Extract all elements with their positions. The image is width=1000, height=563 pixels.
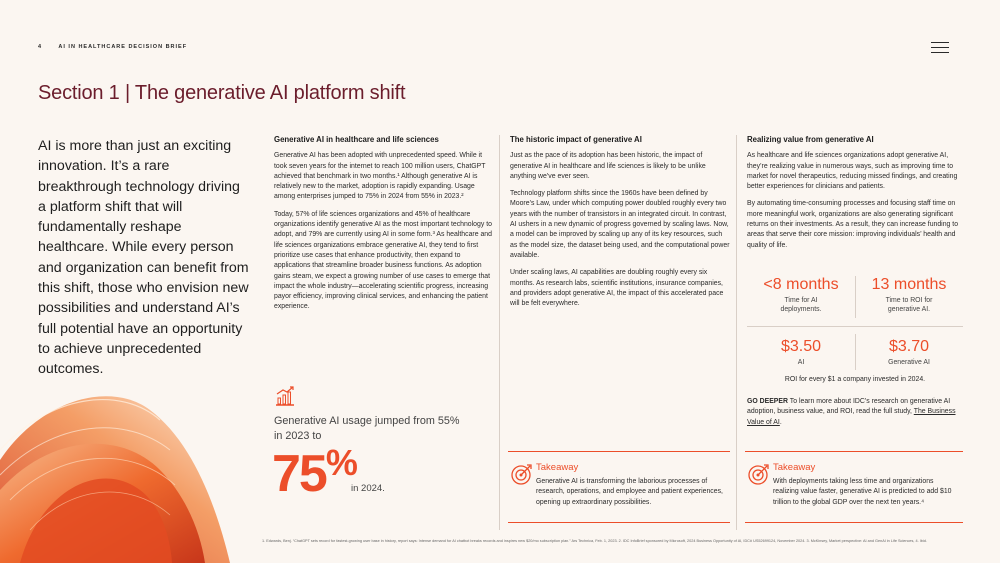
- target-icon: [510, 462, 534, 486]
- go-deeper-callout: GO DEEPER To learn more about IDC’s research on generative AI adoption, business value, and ROI, read the full study, The Business Value of AI.: [747, 398, 956, 426]
- roi-caption: ROI for every $1 a company invested in 2024.: [784, 376, 926, 383]
- metric-genai-roi: $3.70 Generative AI: [888, 338, 930, 366]
- metrics-divider: [747, 326, 963, 327]
- metrics-divider: [855, 334, 856, 370]
- metric-ai-roi: $3.50 AI: [780, 338, 822, 366]
- stat-label: Generative AI usage jumped from 55% in 2023 to: [274, 415, 460, 442]
- stat-value: 75%: [272, 442, 356, 503]
- column-heading: The historic impact of generative AI: [510, 135, 642, 144]
- target-icon: [747, 462, 771, 486]
- takeaway-box: [745, 451, 963, 523]
- column-heading: Realizing value from generative AI: [747, 135, 874, 144]
- section-title: Section 1 | The generative AI platform shift: [38, 82, 406, 104]
- footnotes: 1. Edwards, Benj. “ChatGPT sets record for fastest-growing user base in history, report says: Intense demand for AI chatbot breaks records and inspires new $20/mo subscription plan.” Ars Technica, Feb. 1, 2023. 2. IDC InfoBrief sponsored by Microsoft, 2024 Business Opportunity of AI, IDC# US52699124, November 2024. 3. McKinsey, Market perspective: AI and GenAI in Life Sciences, 4. Ibid.: [262, 539, 927, 543]
- column-heading: Generative AI in healthcare and life sciences: [274, 135, 439, 144]
- hamburger-menu-icon[interactable]: [931, 42, 949, 54]
- paragraph: Today, 57% of life sciences organizations and 45% of healthcare organizations identify generative AI as the most important technology to adopt, and 79% are currently using AI in some form.³ As healthcare and life sciences organizations embrace generative AI, they tend to first prioritize use cases that enhance productivity, then expand to applications that streamline broader business functions. As adoption gains steam, we expect a growing number of use cases to emerge that impact the whole industry—accelerating scientific progress, increasing payor efficiency, improving clinical services, and enhancing the patient experience.: [274, 210, 492, 311]
- metric-deployment-time: <8 months Time for AI deployments.: [763, 276, 839, 313]
- paragraph: Under scaling laws, AI capabilities are doubling roughly every six months. As research labs, scientific institutions, insurance companies, and providers adopt generative AI, the impact of this accelerated pace will be felt everywhere.: [510, 269, 724, 308]
- stat-tail: in 2024.: [351, 483, 385, 494]
- metrics-divider: [855, 276, 856, 318]
- takeaway-title: Takeaway: [536, 462, 579, 473]
- paragraph: As healthcare and life sciences organizations adopt generative AI, they’re realizing value in numerous ways, such as improving time to market for novel therapeutics, reducing missed findings, and creating better experiences for clinicians and patients.: [747, 152, 958, 191]
- decorative-swirl-graphic: [0, 340, 240, 563]
- go-deeper-label: GO DEEPER: [747, 398, 788, 405]
- page-header: [38, 44, 187, 50]
- paragraph: By automating time-consuming processes and focusing staff time on more meaningful work, organizations are also generating significant returns on their investments. As a result, they can increase funding to areas that serve their core mission: improving individuals’ health and quality of life.: [747, 200, 959, 249]
- business-value-link[interactable]: The Business Value of AI: [747, 408, 956, 426]
- intro-text: AI is more than just an exciting innovation. It’s a rare breakthrough technology driving a platform shift that will fundamentally reshape healthcare. While every person and organization can benefit from this shift, those who envision new possibilities and understand AI’s full potential have an opportunity to achieve unprecedented outcomes.: [38, 138, 249, 378]
- paragraph: Technology platform shifts since the 1960s have been defined by Moore’s Law, under which computing power doubled roughly every two years with the number of transistors in an integrated circuit. In contrast, AI ushers in a new dynamic of progress governed by scaling laws. Now, a model can be improved by scaling up any of its key resources, such as the model size, the dataset being used, and the computational power available.: [510, 190, 730, 259]
- column-realizing-value: [747, 135, 965, 258]
- paragraph: Just as the pace of its adoption has been historic, the impact of generative AI in healthcare and life sciences is likely to be unlike anything we’ve ever seen.: [510, 152, 706, 180]
- page-number: 4: [38, 44, 43, 50]
- paragraph: Generative AI has been adopted with unprecedented speed. While it took seven years for the internet to reach 100 million users, ChatGPT achieved that benchmark in two months.¹ Although generative AI is relatively new to the market, adoption is rapidly expanding. Usage among enterprises jumped to 75% in 2024 from 55% in 2023.²: [274, 152, 486, 201]
- column-historic-impact: [510, 135, 730, 316]
- takeaway-box: [508, 451, 730, 523]
- column-divider: [499, 135, 500, 530]
- takeaway-title: Takeaway: [773, 462, 816, 473]
- growth-chart-icon: [274, 385, 296, 407]
- metric-roi-time: 13 months Time to ROI for generative AI.: [871, 276, 947, 313]
- takeaway-body: Generative AI is transforming the laborious processes of research, operations, and employee and patient experiences, opening up extraordinary possibilities.: [536, 478, 723, 506]
- takeaway-body: With deployments taking less time and organizations realizing value faster, generative AI is predicted to add $10 trillion to the global GDP over the next ten years.⁴: [773, 478, 952, 506]
- document-title: AI IN HEALTHCARE DECISION BRIEF: [58, 44, 188, 50]
- column-generative-ai-healthcare: [274, 135, 492, 320]
- column-divider: [736, 135, 737, 530]
